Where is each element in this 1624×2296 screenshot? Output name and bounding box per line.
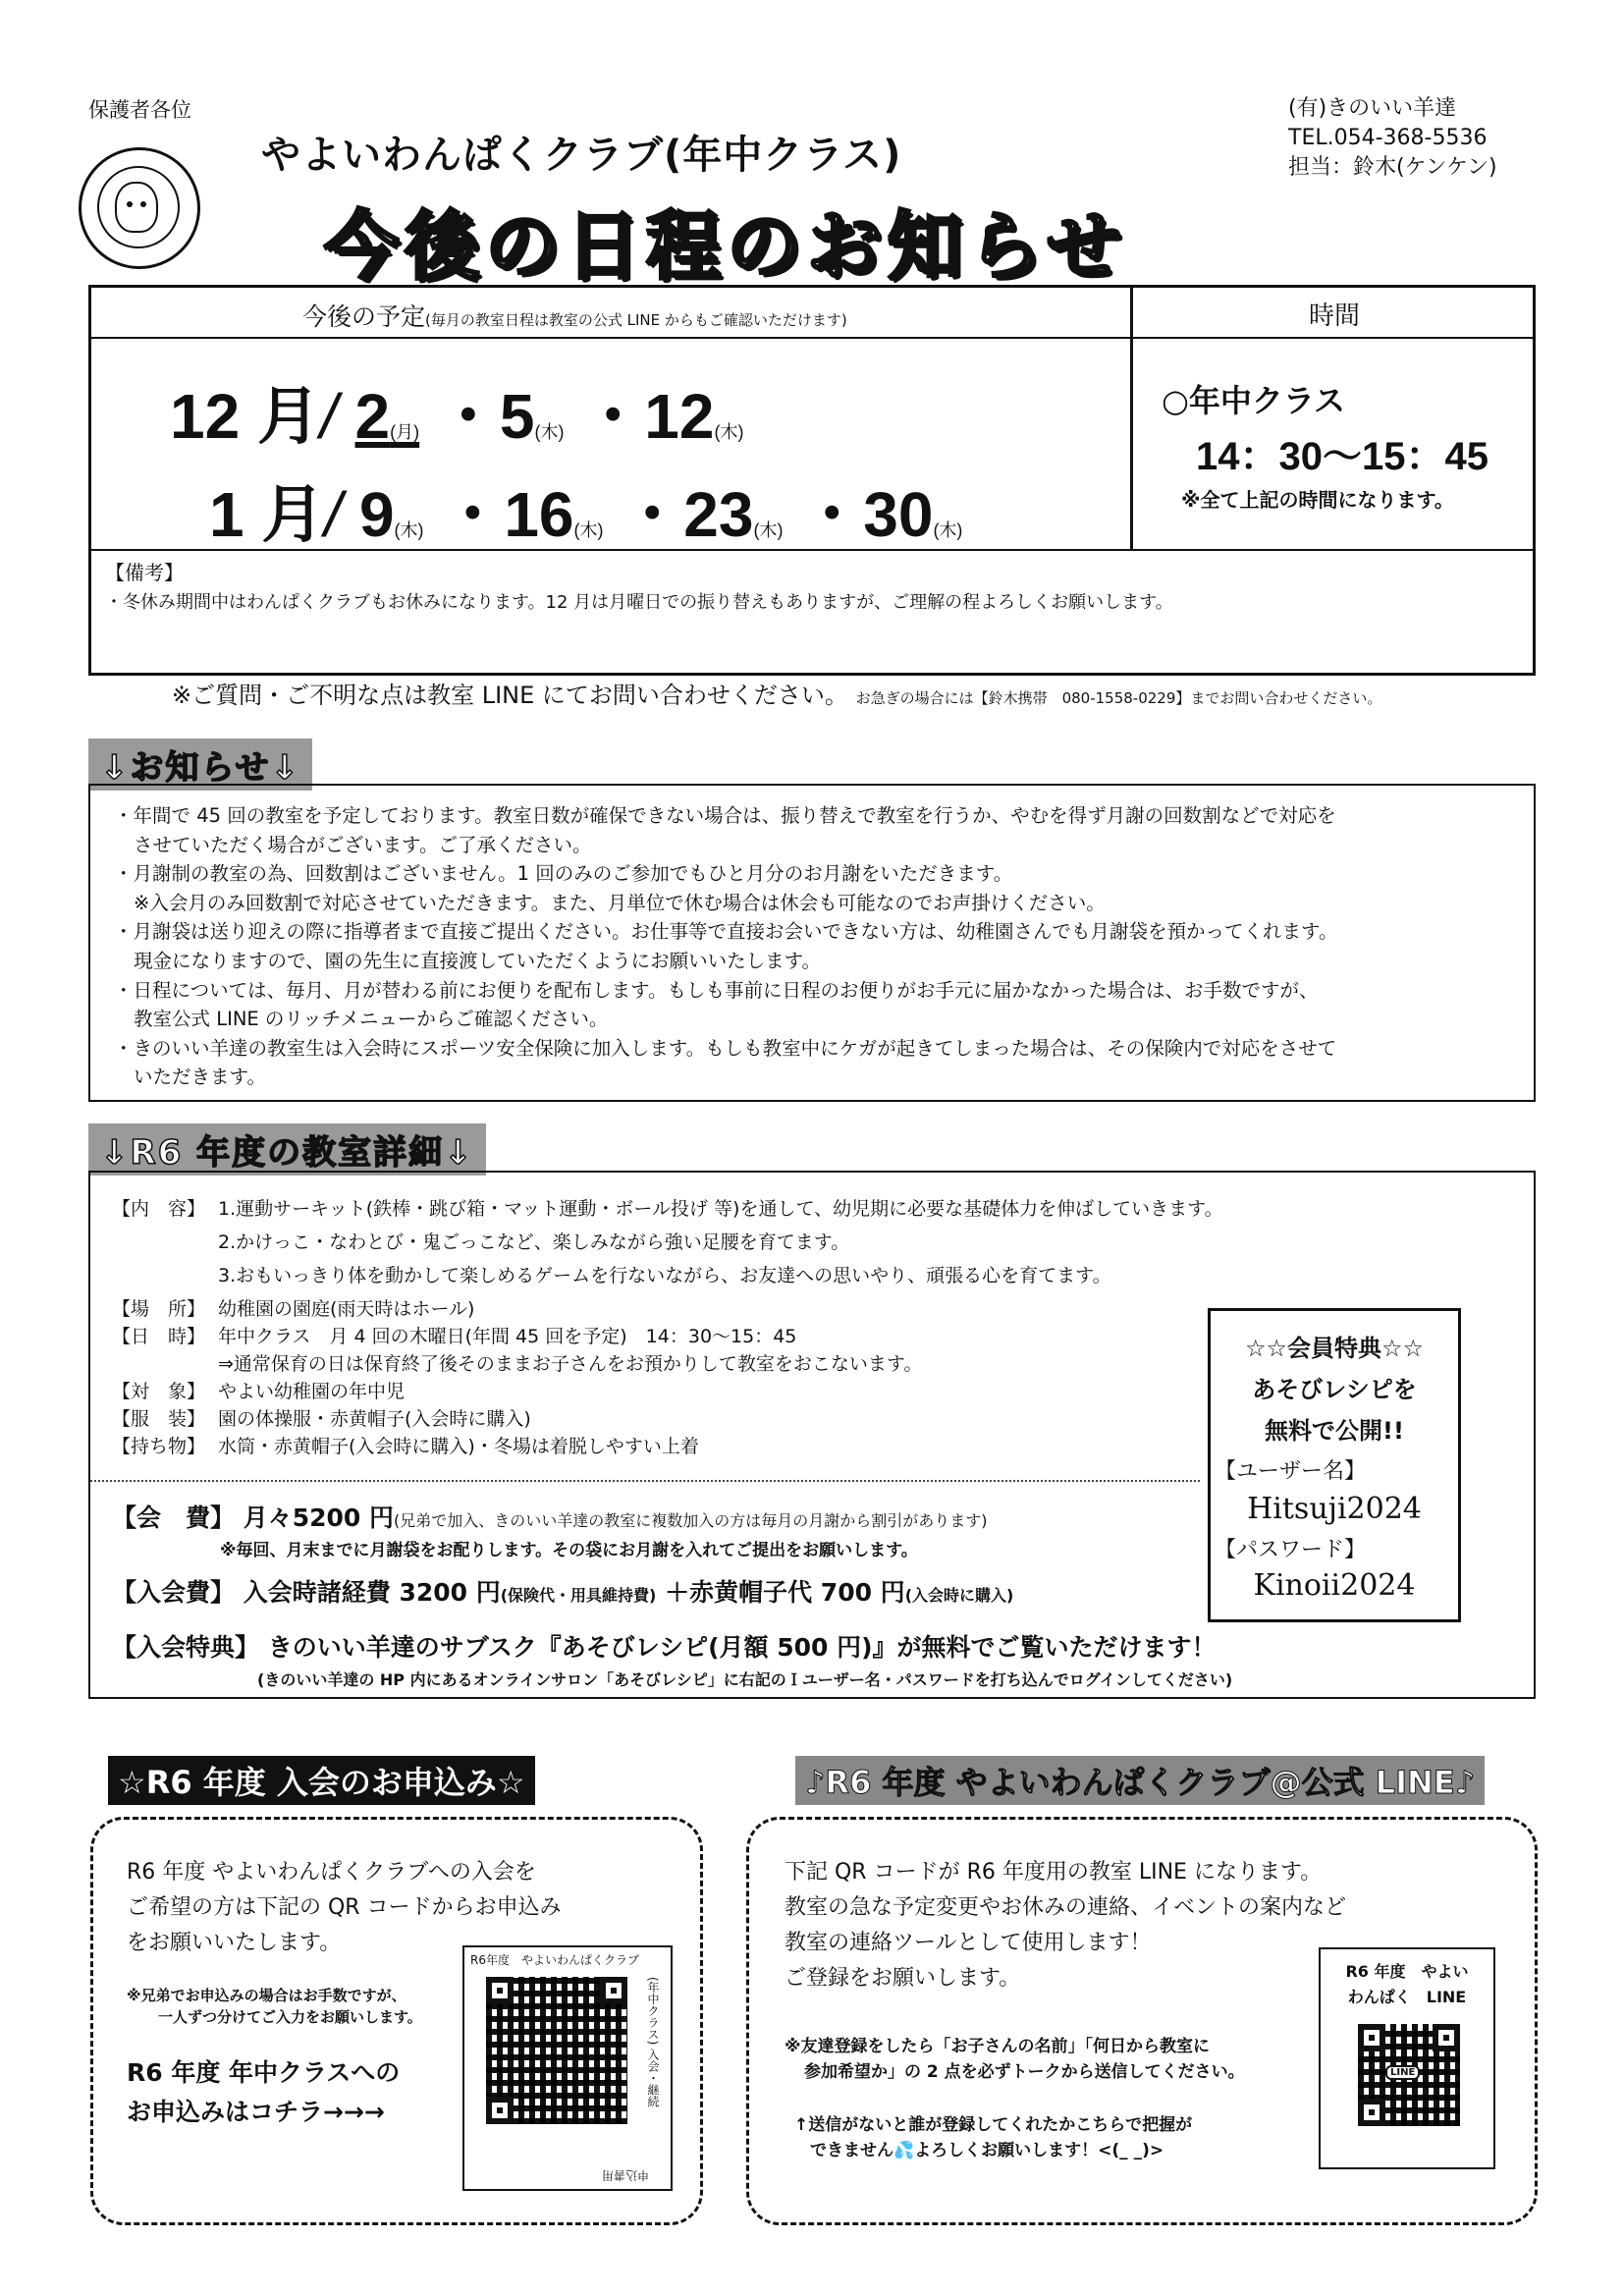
apply-box	[90, 1817, 703, 2225]
news-line: ・きのいい羊達の教室生は入会時にスポーツ安全保険に加入します。もしも教室中にケガが起きてしまった場合は、その保険内で対応をさせて	[114, 1036, 1337, 1060]
news-line: ※入会月のみ回数割で対応させていただきます。また、月単位で休む場合は休会も可能なのでお声掛けください。	[134, 891, 1106, 914]
news-line: ・日程については、毎月、月が替わる前にお便りを配布します。もしも事前に日程のお便りがお手元に届かなかった場合は、お手数ですが、	[114, 978, 1319, 1002]
time-label: 【日 時】	[112, 1326, 206, 1347]
member-benefit-box	[1208, 1308, 1461, 1622]
line-note: ※友達登録をしたら「お子さんの名前」「何日から教室に 参加希望か」の 2 点を必ずトークから送信してください。	[785, 2037, 1245, 2082]
company-name: (有)きのいい羊達	[1288, 96, 1457, 121]
username-label: 【ユーザー名】	[1215, 1459, 1367, 1484]
content-item-1: 1.運動サーキット(鉄棒・跳び箱・マット運動・ボール投げ 等)を通して、幼児期に必要な基礎体力を伸ばしていきます。	[218, 1198, 1223, 1220]
page-title: 今後の日程のお知らせ	[324, 202, 1127, 290]
club-title: やよいわんぱくクラブ(年中クラス)	[261, 133, 902, 178]
apply-qr-side: (年中クラス) 入会・継続	[646, 1977, 660, 2108]
place-label: 【場 所】	[112, 1298, 206, 1320]
remark-text: ・冬休み期間中はわんぱくクラブもお休みになります。12 月は月曜日での振り替えもありますが、ご理解の程よろしくお願いします。	[105, 592, 1173, 613]
line-logo: LINE	[1385, 2065, 1420, 2080]
news-line: させていただく場合がございます。ご了承ください。	[134, 833, 592, 856]
target-value: やよい幼稚園の年中児	[218, 1381, 406, 1402]
place-value: 幼稚園の園庭(雨天時はホール)	[218, 1298, 475, 1320]
perk-note: (きのいい羊達の HP 内にあるオンラインサロン「あそびレシピ」に右記のＩユーザー名・パスワードを打ち込んでログインしてください)	[257, 1670, 1233, 1689]
news-section-header: ↓お知らせ↓	[88, 738, 312, 791]
line-text: 下記 QR コードが R6 年度用の教室 LINE になります。 教室の急な予定変更やお休みの連絡、イベントの案内など 教室の連絡ツールとして使用します！ ご登録をお願いします。	[785, 1860, 1347, 1991]
items-value: 水筒・赤黄帽子(入会時に購入)・冬場は着脱しやすい上着	[218, 1436, 699, 1457]
news-line: ・年間で 45 回の教室を予定しております。教室日数が確保できない場合は、振り替えで教室を行うか、やむを得ず月謝の回数割などで対応を	[114, 804, 1336, 827]
line-box	[746, 1817, 1538, 2225]
content-item-2: 2.かけっこ・なわとび・鬼ごっこなど、楽しみながら強い足腰を育てます。	[218, 1231, 850, 1253]
password-value: Kinoii2024	[1253, 1568, 1416, 1603]
remark-label: 【備考】	[105, 561, 184, 584]
entry-fee-row: 【入会費】 入会時諸経費 3200 円(保険代・用具維持費) ＋赤黄帽子代 700 円(入会時に購入)	[112, 1578, 1014, 1607]
line-qr-title-2: わんぱく LINE	[1347, 1988, 1467, 2006]
club-logo	[79, 147, 200, 269]
news-line: 現金になりますので、園の先生に直接渡していただくようにお願いいたします。	[134, 949, 822, 972]
line-qr-card[interactable]	[1319, 1947, 1495, 2169]
password-label: 【パスワード】	[1215, 1538, 1367, 1562]
member-title: ☆☆会員特典☆☆	[1244, 1335, 1425, 1362]
news-line: ・月謝制の教室の為、回数割はございません。1 回のみのご参加でもひと月分のお月謝をいただきます。	[114, 862, 1013, 886]
fee-row: 【会 費】 月々5200 円(兄弟で加入、きのいい羊達の教室に複数加入の方は毎月の月謝から割引があります)	[112, 1503, 988, 1532]
class-time: 14：30～15：45	[1196, 435, 1489, 478]
plan-header: 今後の予定(毎月の教室日程は教室の公式 LINE からもご確認いただけます)	[302, 302, 847, 331]
r6-details-header: ↓R6 年度の教室詳細↓	[88, 1123, 486, 1175]
perk-row: 【入会特典】 きのいい羊達のサブスク『あそびレシピ(月額 500 円)』が無料でご覧いただけます！	[112, 1633, 1217, 1662]
line-section-header: ♪R6 年度 やよいわんぱくクラブ@公式 LINE♪	[795, 1756, 1485, 1805]
line-note-2: ↑送信がないと誰が登録してくれたかこちらで把握が できません💦よろしくお願いします！<(_ _)>	[794, 2115, 1193, 2160]
clothes-label: 【服 装】	[112, 1408, 206, 1430]
company-tel: TEL.054-368-5536	[1288, 126, 1488, 150]
december-dates: 12 月/ 2(月) ・5(木) ・12(木)	[170, 381, 744, 452]
schedule-table	[88, 285, 1536, 676]
clothes-value: 園の体操服・赤黄帽子(入会時に購入)	[218, 1408, 531, 1430]
news-line: いただきます。	[134, 1066, 266, 1089]
news-box	[88, 784, 1536, 1102]
apply-qr-title: R6年度 やよいわんぱくクラブ	[470, 1953, 639, 1967]
target-label: 【対 象】	[112, 1381, 206, 1402]
fee-note: ※毎回、月末までに月謝袋をお配りします。その袋にお月謝を入れてご提出をお願いします。	[220, 1541, 918, 1560]
member-line2: 無料で公開!!	[1265, 1417, 1404, 1445]
class-time-note: ※全て上記の時間になります。	[1181, 488, 1454, 512]
company-person: 担当：鈴木(ケンケン)	[1288, 155, 1497, 180]
company-info	[1288, 94, 1497, 183]
recipient-label: 保護者各位	[88, 98, 191, 122]
apply-cta: R6 年度 年中クラスへの お申込みはコチラ→→→	[127, 2058, 401, 2126]
line-qr-title-1: R6 年度 やよい	[1345, 1962, 1469, 1981]
items-label: 【持ち物】	[112, 1436, 206, 1457]
news-line: ・月謝袋は送り迎えの際に指導者まで直接ご提出ください。お仕事等で直接お会いできない方は、幼稚園さんでも月謝袋を預かってくれます。	[114, 920, 1338, 944]
time-value: 年中クラス 月 4 回の木曜日(年間 45 回を予定) 14：30～15：45	[218, 1326, 797, 1347]
time-header: 時間	[1309, 301, 1361, 331]
apply-qr-bottom: 申込書用	[602, 2168, 650, 2182]
apply-qr-card[interactable]	[462, 1945, 673, 2191]
news-line: 教室公式 LINE のリッチメニューからご確認ください。	[134, 1008, 609, 1031]
member-line1: あそびレシピを	[1252, 1376, 1417, 1403]
apply-note: ※兄弟でお申込みの場合はお手数ですが、 一人ずつ分けてご入力をお願いします。	[127, 1987, 422, 2026]
username-value: Hitsuji2024	[1247, 1492, 1422, 1526]
contact-note: ※ご質問・ご不明な点は教室 LINE にてお問い合わせください。 お急ぎの場合には【鈴木携帯 080-1558-0229】までお問い合わせください。	[172, 682, 1382, 709]
content-label: 【内 容】	[112, 1198, 206, 1220]
class-name: ○年中クラス	[1162, 382, 1345, 419]
content-item-3: 3.おもいっきり体を動かして楽しめるゲームを行ないながら、お友達への思いやり、頑張る心を育てます。	[218, 1265, 1111, 1286]
apply-section-header: ☆R6 年度 入会のお申込み☆	[108, 1756, 535, 1805]
january-dates: 1 月/ 9(木) ・16(木) ・23(木) ・30(木)	[209, 479, 963, 550]
apply-text: R6 年度 やよいわんぱくクラブへの入会を ご希望の方は下記の QR コードからお申込み をお願いいたします。	[127, 1860, 562, 1955]
time-note: ⇒通常保育の日は保育終了後そのままお子さんをお預かりして教室をおこないます。	[218, 1353, 923, 1375]
